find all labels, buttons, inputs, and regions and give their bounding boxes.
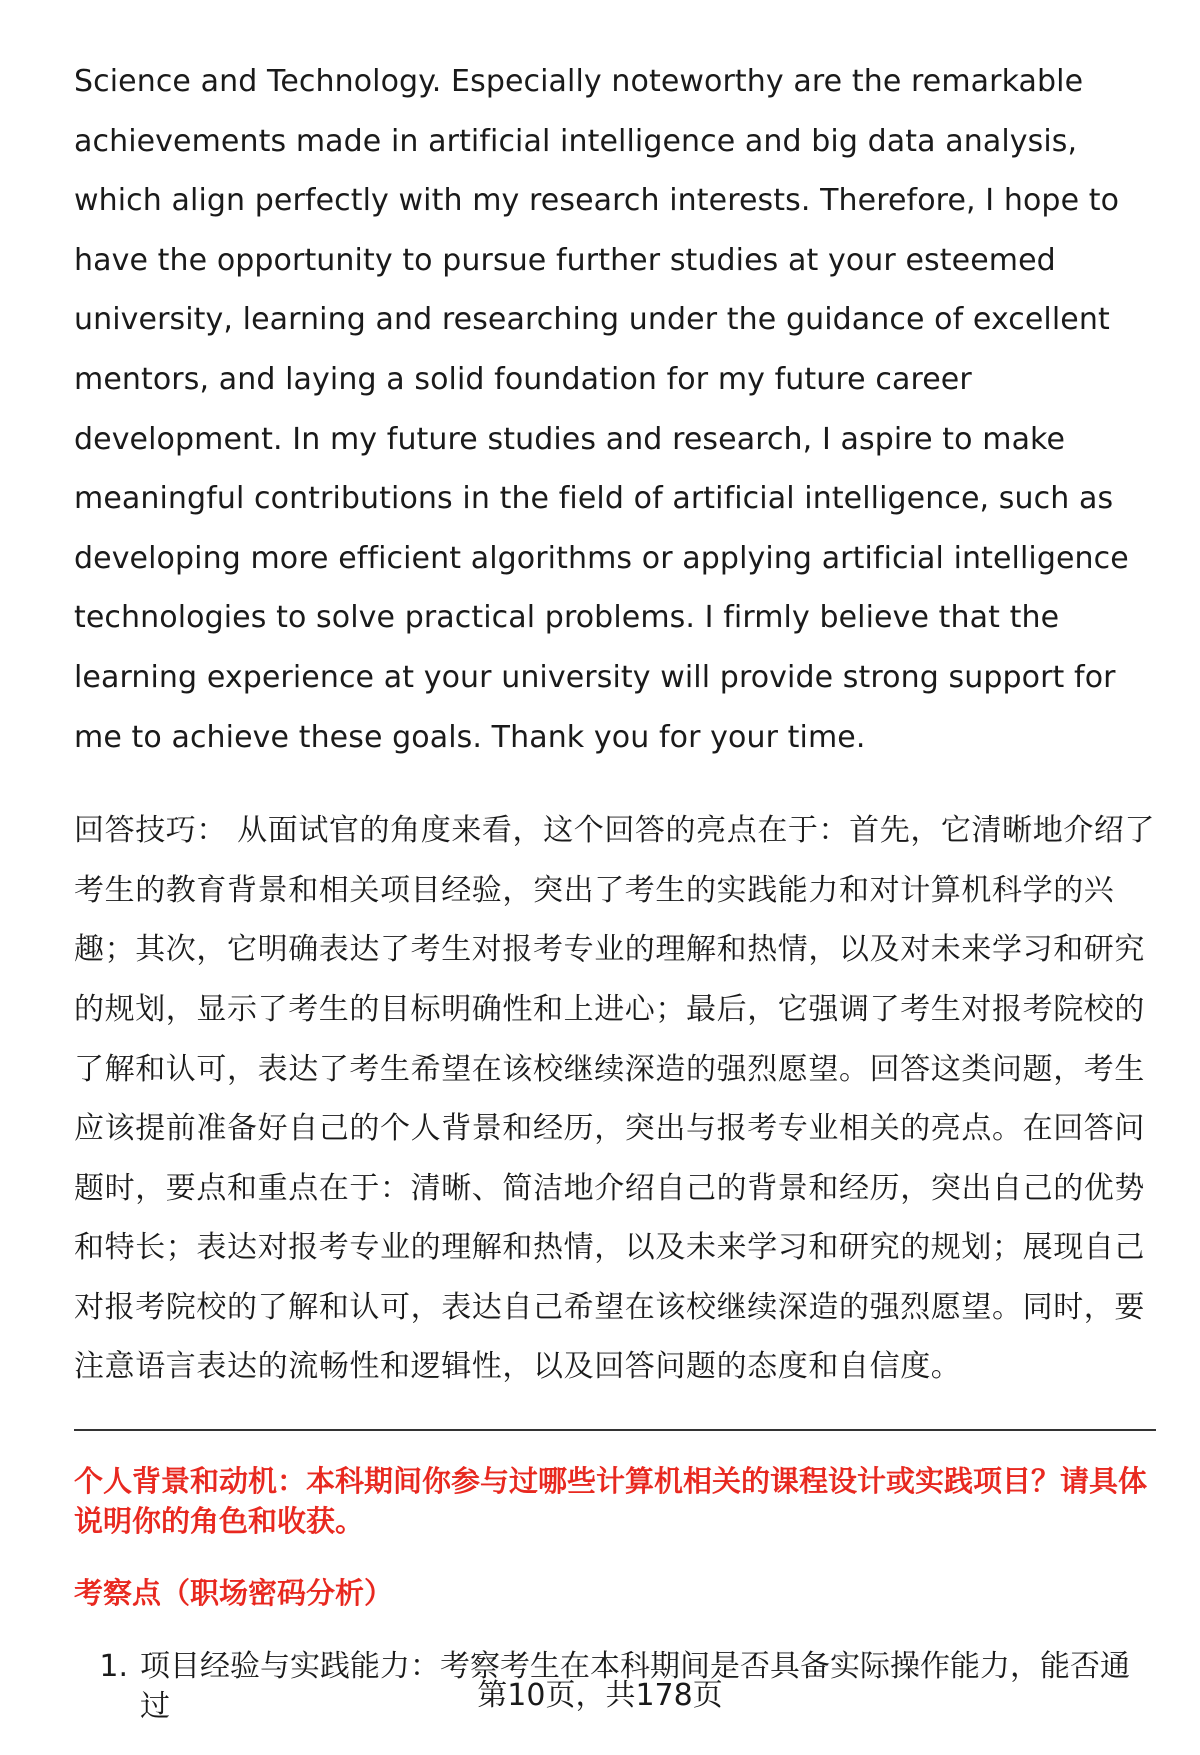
document-page	[74, 52, 1156, 1727]
list-item-number: 1.	[99, 1649, 128, 1685]
answer-tips-paragraph: 回答技巧： 从面试官的角度来看，这个回答的亮点在于：首先，它清晰地介绍了考生的教育背景和相关项目经验，突出了考生的实践能力和对计算机科学的兴趣；其次，它明确表达了考生对报考专业的理解和热情，以及对未来学习和研究的规划，显示了考生的目标明确性和上进心；最后，它强调了考生对报考院校的了解和认可，表达了考生希望在该校继续深造的强烈愿望。回答这类问题，考生应该提前准备好自己的个人背景和经历，突出与报考专业相关的亮点。在回答问题时，要点和重点在于：清晰、简洁地介绍自己的背景和经历，突出自己的优势和特长；表达对报考专业的理解和热情，以及未来学习和研究的规划；展现自己对报考院校的了解和认可，表达自己希望在该校继续深造的强烈愿望。同时，要注意语言表达的流畅性和逻辑性，以及回答问题的态度和自信度。	[74, 813, 1156, 1385]
assessment-points-heading: 考察点（职场密码分析）	[74, 1576, 394, 1611]
answer-english-paragraph: Science and Technology. Especially noteworthy are the remarkable achievements made in artificial intelligence and big data analysis, which align perfectly with my research interests. Therefore, I hope to have the opportunity to pursue further studies at your esteemed university, learning and researching under the guidance of excellent mentors, and laying a solid foundation for my future career development. In my future studies and research, I aspire to make meaningful contributions in the field of artificial intelligence, such as developing more efficient algorithms or applying artificial intelligence technologies to solve practical problems. I firmly believe that the learning experience at your university will provide strong support for me to achieve these goals. Thank you for your time.	[74, 64, 1129, 755]
page-number-footer: 第10页，共178页	[477, 1678, 723, 1713]
section-divider	[74, 1429, 1156, 1431]
question-heading: 个人背景和动机：本科期间你参与过哪些计算机相关的课程设计或实践项目？请具体说明你的角色和收获。	[74, 1464, 1148, 1539]
list-item-text: 项目经验与实践能力：考察考生在本科期间是否具备实际操作能力，能否通过	[140, 1649, 1130, 1725]
